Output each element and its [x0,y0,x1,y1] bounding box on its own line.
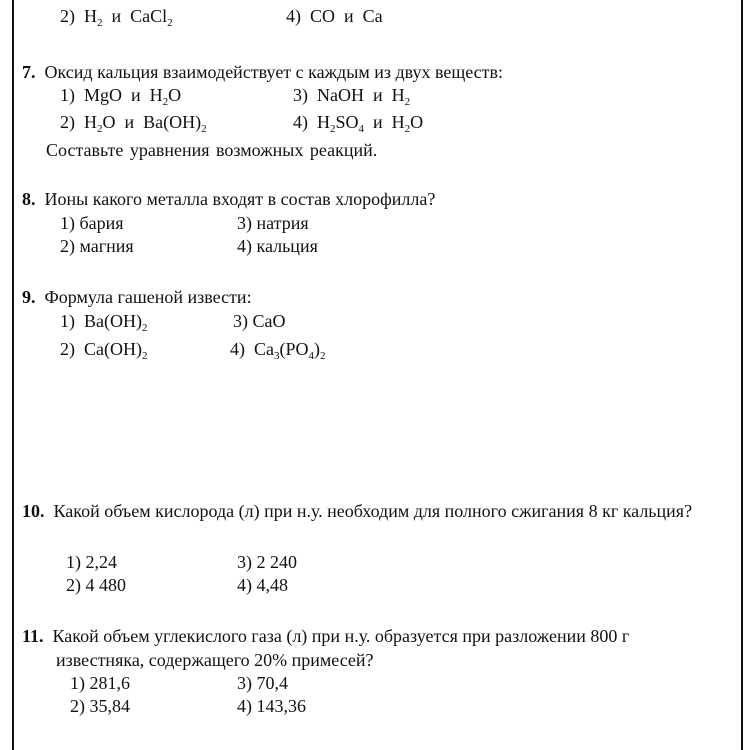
question-text: Какой объем кислорода (л) при н.у. необходим для полного сжигания 8 кг кальция? [53,501,693,521]
q9-option-2: 2) $Ca(OH)_2$ [60,339,148,362]
question-text: Ионы какого металла входят в состав хлорофилла? [44,189,436,209]
q7-option-2: 2) $H_2O$ и $Ba(OH)_2$ [60,112,207,135]
q11-option-1: 1) 281,6 [70,673,130,693]
q10-option-4: 4) 4,48 [237,575,288,595]
question-8 [22,189,435,209]
question-7 [22,62,503,82]
q10-option-3: 3) 2 240 [237,552,297,572]
question-number: 11. [22,626,44,646]
q9-option-3: 3) CaO [233,311,286,331]
question-number: 9. [22,287,36,307]
q7-option-1: 1) MgO и $H_2O$ [60,85,182,108]
question-number: 8. [22,189,36,209]
q11-option-4: 4) 143,36 [237,696,306,716]
top-option-4: 4) CO и Ca [286,6,383,26]
top-option-2: 2) $H_2$ и CaCl$_2$ [60,6,173,29]
q8-option-4: 4) кальция [237,236,318,256]
q11-option-3: 3) 70,4 [237,673,288,693]
question-text: Какой объем углекислого газа (л) при н.у. образуется при разложении 800 г [52,626,630,646]
question-number: 10. [22,501,45,521]
q10-option-2: 2) 4 480 [66,575,126,595]
question-11 [22,626,629,646]
q8-option-2: 2) магния [60,236,134,256]
q9-option-4: 4) $Ca_3(PO_4)_2$ [230,339,326,362]
q8-option-3: 3) натрия [237,213,309,233]
right-border [741,0,743,750]
q11-option-2: 2) 35,84 [70,696,130,716]
q7-note: Составьте уравнения возможных реакций. [46,140,378,160]
q10-option-1: 1) 2,24 [66,552,117,572]
question-text: Формула гашеной извести: [44,287,252,307]
q7-option-3: 3) NaOH и $H_2$ [293,85,411,108]
question-number: 7. [22,62,36,82]
q7-option-4: 4) $H_2SO_4$ и $H_2O$ [293,112,424,135]
q9-option-1: 1) $Ba(OH)_2$ [60,311,148,334]
question-text: Оксид кальция взаимодействует с каждым из двух веществ: [44,62,504,82]
left-border [12,0,14,750]
q8-option-1: 1) бария [60,213,124,233]
question-9 [22,287,252,307]
question-10 [22,501,692,521]
question-11-continuation: известняка, содержащего 20% примесей? [56,650,374,670]
